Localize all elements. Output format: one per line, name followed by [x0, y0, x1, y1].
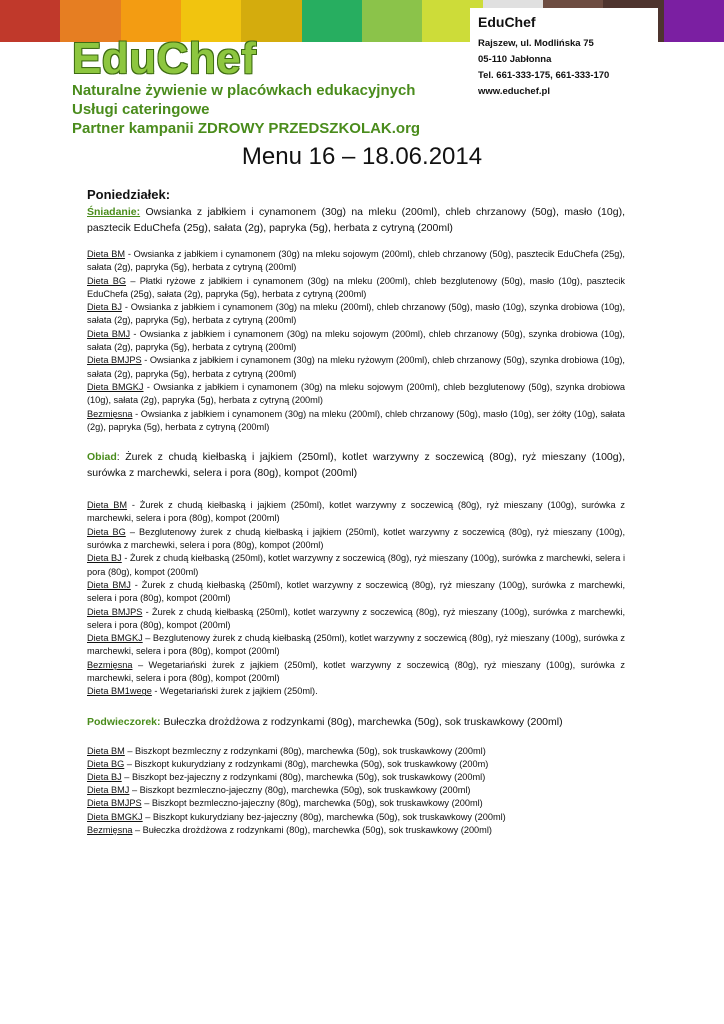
lunch-diet-line [87, 659, 625, 686]
diet-description: - Owsianka z jabłkiem i cynamonem (30g) na mleku (200ml), chleb chrzanowy (50g), masło (10g), szynka drobiowa (10g), sałata (2g), papryka (5g), herbata z cytryną (200ml) [87, 302, 625, 326]
diet-code: Dieta BMGKJ [87, 633, 143, 644]
educhef-logo: EduChef [72, 34, 257, 83]
diet-code: Bezmięsna [87, 659, 133, 670]
breakfast-diet-line [87, 381, 625, 408]
diet-code: Dieta BMJPS [87, 355, 142, 366]
lunch-diet-line [87, 579, 625, 606]
breakfast-diet-line [87, 408, 625, 435]
banner-fruit-tile [302, 0, 362, 42]
diet-description: - Żurek z chudą kiełbaską (250ml), kotlet warzywny z soczewicą (80g), ryż mieszany (100g), surówka z marchewki, selera i pora (80g), kompot (200ml) [87, 606, 626, 630]
snack-diet-line [87, 758, 625, 771]
diet-description: – Biszkopt bezmleczny z rodzynkami (80g), marchewka (50g), sok truskawkowy (200ml) [124, 745, 486, 756]
banner-fruit-tile [0, 0, 60, 42]
breakfast-diet-line [87, 328, 625, 355]
diet-description: – Płatki ryżowe z jabłkiem i cynamonem (30g) na mleku (200ml), chleb bezglutenowy (50g), masło (10g), pasztecik EduChefa (25g), sałata (2g), papryka (5g), herbata z cytryną (200ml) [87, 275, 625, 299]
breakfast-text: Owsianka z jabłkiem i cynamonem (30g) na mleku (200ml), chleb chrzanowy (50g), masło (10g), pasztecik EduChefa (25g), sałata (2g), papryka (5g), herbata z cytryną (200ml) [87, 206, 625, 234]
diet-code: Dieta BMJPS [87, 606, 143, 617]
breakfast-main [87, 204, 625, 236]
diet-description: - Owsianka z jabłkiem i cynamonem (30g) na mleku (200ml), chleb chrzanowy (50g), masło (10g), ser żółty (10g), sałata (2g), papryka (5g), herbata z cytryną (200ml) [87, 408, 625, 432]
diet-description: – Bezglutenowy żurek z chudą kiełbaską i jajkiem (250ml), kotlet warzywny z soczewicą (80g), ryż mieszany (100g), surówka z marchewki, selera i pora (80g), kompot (200ml) [87, 526, 626, 551]
breakfast-diet-line [87, 354, 625, 381]
diet-code: Dieta BM [87, 500, 128, 511]
breakfast-diet-line [87, 248, 625, 275]
diet-description: – Biszkopt bezmleczno-jajeczny (80g), marchewka (50g), sok truskawkowy (200ml) [129, 785, 471, 796]
snack-diet-line [87, 784, 625, 797]
diet-code: Dieta BMGKJ [87, 381, 144, 392]
diet-code: Dieta BJ [87, 302, 123, 313]
diet-description: - Owsianka z jabłkiem i cynamonem (30g) na mleku sojowym (200ml), chleb bezglutenowy (50g), szynka drobiowa (10g), sałata (2g), papryka (5g), herbata z cytryną (200ml) [87, 381, 625, 406]
tagline-1: Naturalne żywienie w placówkach edukacyjnych [72, 82, 416, 99]
contact-website[interactable]: www.educhef.pl [478, 86, 550, 97]
diet-description: - Wegetariański żurek z jajkiem (250ml). [151, 686, 318, 697]
diet-description: – Bezglutenowy żurek z chudą kiełbaską (250ml), kotlet warzywny z soczewicą (80g), ryż mieszany (100g), surówka z marchewki, selera i pora (80g), kompot (200ml) [87, 633, 625, 657]
diet-code: Bezmięsna [87, 408, 133, 419]
lunch-diet-line [87, 632, 625, 659]
diet-code: Dieta BMJPS [87, 798, 142, 809]
diet-code: Bezmięsna [87, 824, 133, 835]
menu-content [87, 187, 625, 852]
diet-code: Dieta BG [87, 758, 125, 769]
diet-code: Dieta BMJ [87, 328, 131, 339]
diet-description: – Biszkopt bez-jajeczny z rodzynkami (80g), marchewka (50g), sok truskawkowy (200ml) [121, 772, 486, 783]
diet-code: Dieta BMGKJ [87, 811, 143, 822]
breakfast-diet-line [87, 275, 625, 302]
diet-description: - Owsianka z jabłkiem i cynamonem (30g) na mleku sojowym (200ml), chleb chrzanowy (50g), szynka drobiowa (10g), sałata (2g), papryka (5g), herbata z cytryną (200ml) [87, 328, 625, 353]
snack-diet-line [87, 824, 625, 837]
banner-fruit-tile [664, 0, 724, 42]
diet-description: – Biszkopt kukurydziany z rodzynkami (80g), marchewka (50g), sok truskawkowy (200m) [124, 758, 489, 769]
diet-description: - Żurek z chudą kiełbaską (250ml), kotlet warzywny z soczewicą (80g), ryż mieszany (100g), surówka z marchewki, selera i pora (80g), kompot (200ml) [87, 553, 625, 577]
breakfast-diet-line [87, 301, 625, 328]
diet-description: – Wegetariański żurek z jajkiem (250ml), kotlet warzywny z soczewicą (80g), ryż mieszany (100g), surówka z marchewki, selera i pora (80g), kompot (200ml) [87, 659, 625, 684]
snack-diet-line [87, 745, 625, 758]
diet-description: – Biszkopt bezmleczno-jajeczny (80g), marchewka (50g), sok truskawkowy (200ml) [141, 798, 483, 809]
diet-description: - Owsianka z jabłkiem i cynamonem (30g) na mleku sojowym (200ml), chleb chrzanowy (50g), pasztecik EduChefa (25g), sałata (2g), papryka (5g), herbata z cytryną (200ml) [87, 249, 625, 273]
lunch-diet-line [87, 685, 625, 698]
diet-description: – Bułeczka drożdżowa z rodzynkami (80g), marchewka (50g), sok truskawkowy (200ml) [132, 824, 492, 835]
contact-name: EduChef [478, 14, 536, 30]
diet-code: Dieta BG [87, 275, 127, 286]
snack-label: Podwieczorek: [87, 715, 161, 728]
contact-address: Rajszew, ul. Modlińska 75 [478, 38, 594, 49]
diet-code: Dieta BM [87, 249, 126, 259]
snack-diet-line [87, 811, 625, 824]
snack-diets [87, 745, 625, 837]
snack-text: Bułeczka drożdżowa z rodzynkami (80g), marchewka (50g), sok truskawkowy (200ml) [160, 715, 563, 728]
contact-phone: Tel. 661-333-175, 661-333-170 [478, 70, 610, 81]
diet-code: Dieta BJ [87, 553, 122, 564]
lunch-diets [87, 499, 625, 698]
diet-code: Dieta BMJ [87, 785, 130, 796]
diet-description: - Żurek z chudą kiełbaską (250ml), kotlet warzywny z soczewicą (80g), ryż mieszany (100g), surówka z marchewki, selera i pora (80g), kompot (200ml) [87, 579, 625, 604]
day-heading: Poniedziałek: [87, 187, 171, 202]
lunch-diet-line [87, 526, 625, 553]
breakfast-label: Śniadanie: [87, 206, 141, 218]
snack-main [87, 714, 625, 730]
lunch-diet-line [87, 499, 625, 526]
lunch-text: : Żurek z chudą kiełbaską i jajkiem (250ml), kotlet warzywny z soczewicą (80g), ryż mieszany (100g), surówka z marchewki, selera i pora (80g), kompot (200ml) [87, 451, 625, 480]
snack-diet-line [87, 771, 625, 784]
lunch-diet-line [87, 552, 625, 579]
contact-box [470, 8, 658, 104]
diet-code: Dieta BM1wege [87, 686, 152, 697]
lunch-main [87, 449, 625, 481]
tagline-3: Partner kampanii ZDROWY PRZEDSZKOLAK.org [72, 120, 421, 137]
contact-postal: 05-110 Jabłonna [478, 54, 552, 65]
banner-fruit-tile [362, 0, 422, 42]
diet-description: - Żurek z chudą kiełbaską i jajkiem (250ml), kotlet warzywny z soczewicą (80g), ryż mieszany (100g), surówka z marchewki, selera i pora (80g), kompot (200ml) [87, 500, 625, 524]
breakfast-diets [87, 248, 625, 434]
diet-description: - Owsianka z jabłkiem i cynamonem (30g) na mleku ryżowym (200ml), chleb chrzanowy (50g), szynka drobiowa (10g), sałata (2g), papryka (5g), herbata z cytryną (200ml) [87, 355, 625, 379]
lunch-label: Obiad [87, 451, 117, 464]
tagline-2: Usługi cateringowe [72, 101, 210, 118]
diet-description: – Biszkopt kukurydziany bez-jajeczny (80g), marchewka (50g), sok truskawkowy (200ml) [142, 811, 506, 822]
diet-code: Dieta BG [87, 526, 126, 537]
lunch-diet-line [87, 606, 625, 633]
snack-diet-line [87, 797, 625, 810]
diet-code: Dieta BM [87, 745, 125, 756]
menu-title: Menu 16 – 18.06.2014 [241, 143, 483, 170]
diet-code: Dieta BMJ [87, 579, 131, 590]
diet-code: Dieta BJ [87, 772, 122, 783]
